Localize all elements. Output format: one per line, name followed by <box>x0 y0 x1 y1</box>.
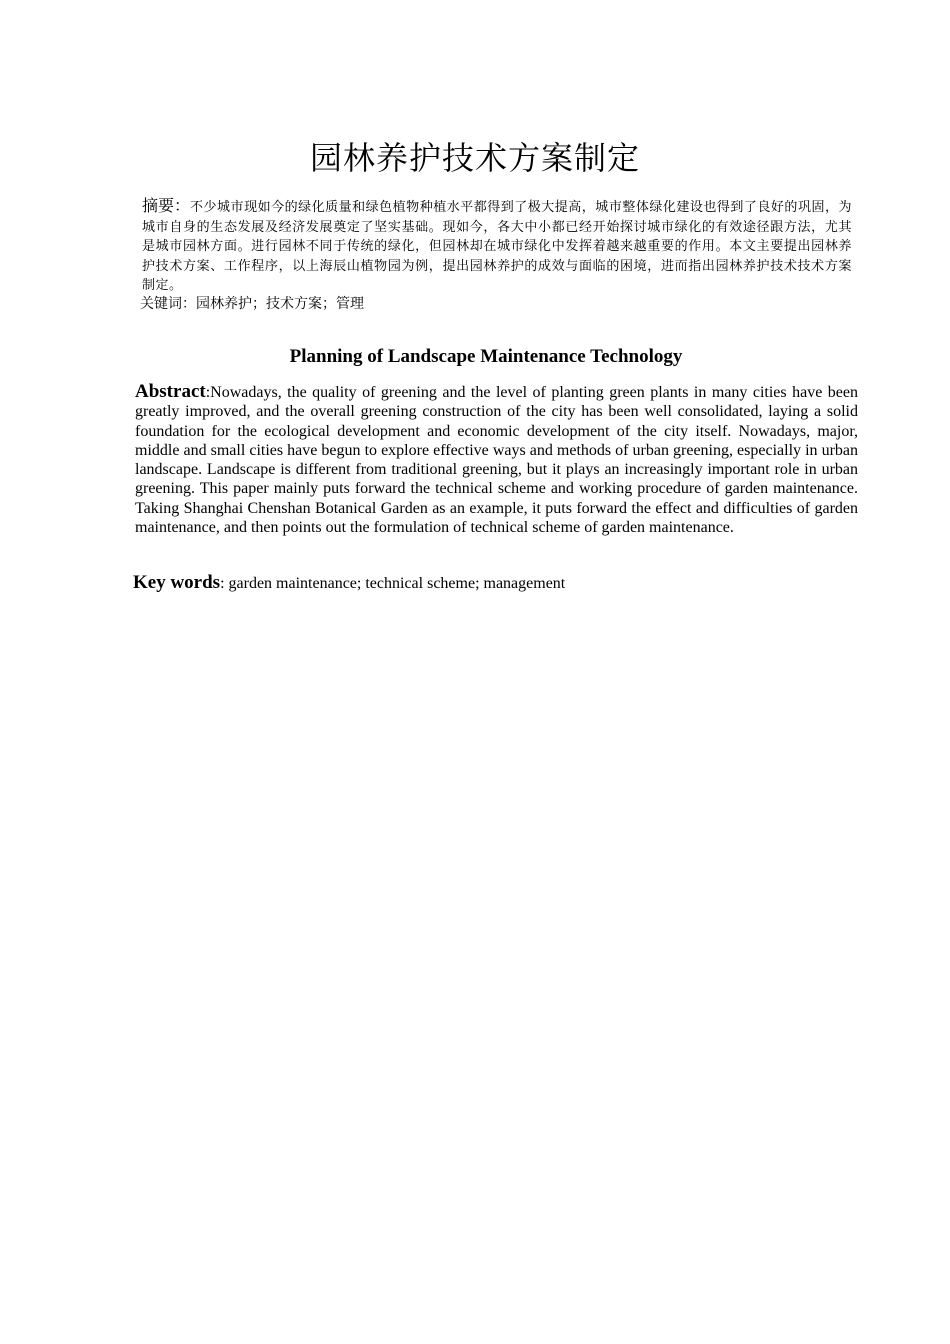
chinese-keywords-label: 关键词： <box>140 296 196 312</box>
chinese-title: 园林养护技术方案制定 <box>309 139 640 177</box>
english-keywords-label: Key words <box>133 572 221 593</box>
chinese-keywords-text: 园林养护；技术方案；管理 <box>196 296 364 312</box>
english-abstract-label: Abstract <box>135 381 206 402</box>
english-keywords <box>133 571 856 596</box>
english-abstract <box>135 382 858 537</box>
chinese-abstract <box>142 196 852 296</box>
english-keywords-text: : garden maintenance; technical scheme; management <box>220 575 566 592</box>
chinese-abstract-text: 不少城市现如今的绿化质量和绿色植物种植水平都得到了极大提高，城市整体绿化建设也得到了良好的巩固，为城市自身的生态发展及经济发展奠定了坚实基础。现如今，各大中小都已经开始探讨城市绿化的有效途径跟方法，尤其是城市园林方面。进行园林不同于传统的绿化，但园林却在城市绿化中发挥着越来越重要的作用。本文主要提出园林养护技术方案、工作程序，以上海辰山植物园为例，提出园林养护的成效与面临的困境，进而指出园林养护技术技术方案制定。 <box>142 200 852 293</box>
chinese-abstract-label: 摘要： <box>142 196 191 215</box>
english-title: Planning of Landscape Maintenance Technology <box>289 346 683 367</box>
chinese-keywords <box>140 294 850 314</box>
english-abstract-text: :Nowadays, the quality of greening and the level of planting green plants in many cities have been greatly improved, and the overall greening construction of the city has been well consolidated, laying a solid foundation for the ecological development and economic development of the city itself. Nowadays, major, middle and small cities have begun to explore effective ways and methods of urban greening, especially in urban landscape. Landscape is different from traditional greening, but it plays an increasingly important role in urban greening. This paper mainly puts forward the technical scheme and working procedure of garden maintenance. Taking Shanghai Chenshan Botanical Garden as an example, it puts forward the effect and difficulties of garden maintenance, and then points out the formulation of technical scheme of garden maintenance. <box>135 384 858 537</box>
